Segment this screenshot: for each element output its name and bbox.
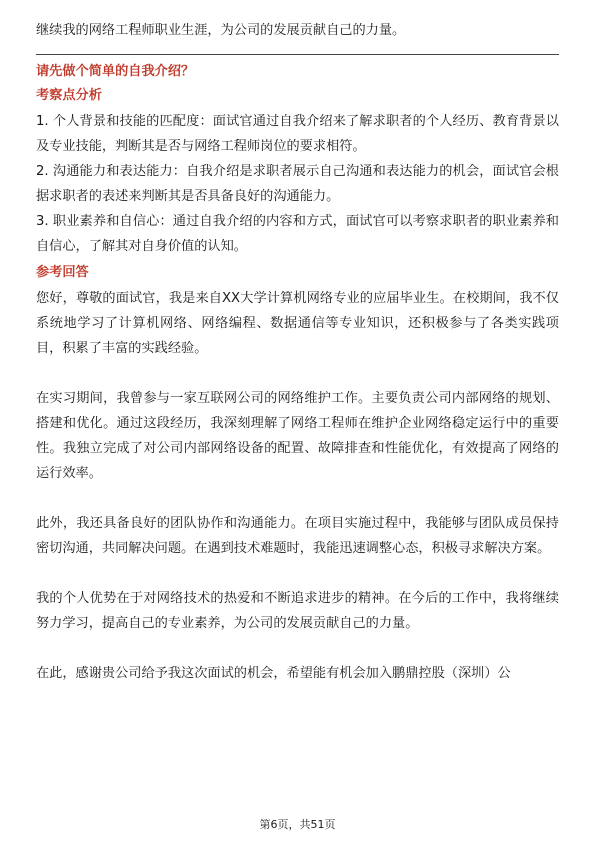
analysis-point-3: 3. 职业素养和自信心：通过自我介绍的内容和方式，面试官可以考察求职者的职业素养和自信心，了解其对自身价值的认知。 [36,214,559,254]
answer-paragraph-2: 在实习期间，我曾参与一家互联网公司的网络维护工作。主要负责公司内部网络的规划、搭建和优化。通过这段经历，我深刻理解了网络工程师在维护企业网络稳定运行中的重要性。我独立完成了对公司内部网络设备的配置、故障排查和性能优化，有效提高了网络的运行效率。 [36,391,559,481]
continued-text: 继续我的网络工程师职业生涯，为公司的发展贡献自己的力量。 [36,23,406,38]
paragraph-gap [36,361,559,386]
paragraph-gap [36,636,559,661]
answer-paragraph-3: 此外，我还具备良好的团队协作和沟通能力。在项目实施过程中，我能够与团队成员保持密切沟通，共同解决问题。在遇到技术难题时，我能迅速调整心态，积极寻求解决方案。 [36,516,559,556]
analysis-heading: 考察点分析 [36,88,102,103]
answer-paragraph-1: 您好，尊敬的面试官，我是来自XX大学计算机网络专业的应届毕业生。在校期间，我不仅系统地学习了计算机网络、网络编程、数据通信等专业知识，还积极参与了各类实践项目，积累了丰富的实践经验。 [36,291,559,356]
page-content [36,18,559,686]
page-number-footer: 第6页，共51页 [259,818,336,831]
answer-heading: 参考回答 [36,265,89,280]
analysis-point-1: 1. 个人背景和技能的匹配度：面试官通过自我介绍来了解求职者的个人经历、教育背景以及专业技能，判断其是否与网络工程师岗位的要求相符。 [36,114,559,154]
section-divider [36,54,559,55]
analysis-point-2: 2. 沟通能力和表达能力：自我介绍是求职者展示自己沟通和表达能力的机会，面试官会根据求职者的表述来判断其是否具备良好的沟通能力。 [36,164,559,204]
paragraph-gap [36,561,559,586]
answer-paragraph-5: 在此，感谢贵公司给予我这次面试的机会，希望能有机会加入鹏鼎控股（深圳）公 [36,666,511,681]
paragraph-gap [36,486,559,511]
interview-question: 请先做个简单的自我介绍？ [36,64,195,79]
answer-paragraph-4: 我的个人优势在于对网络技术的热爱和不断追求进步的精神。在今后的工作中，我将继续努力学习，提高自己的专业素养，为公司的发展贡献自己的力量。 [36,591,559,631]
